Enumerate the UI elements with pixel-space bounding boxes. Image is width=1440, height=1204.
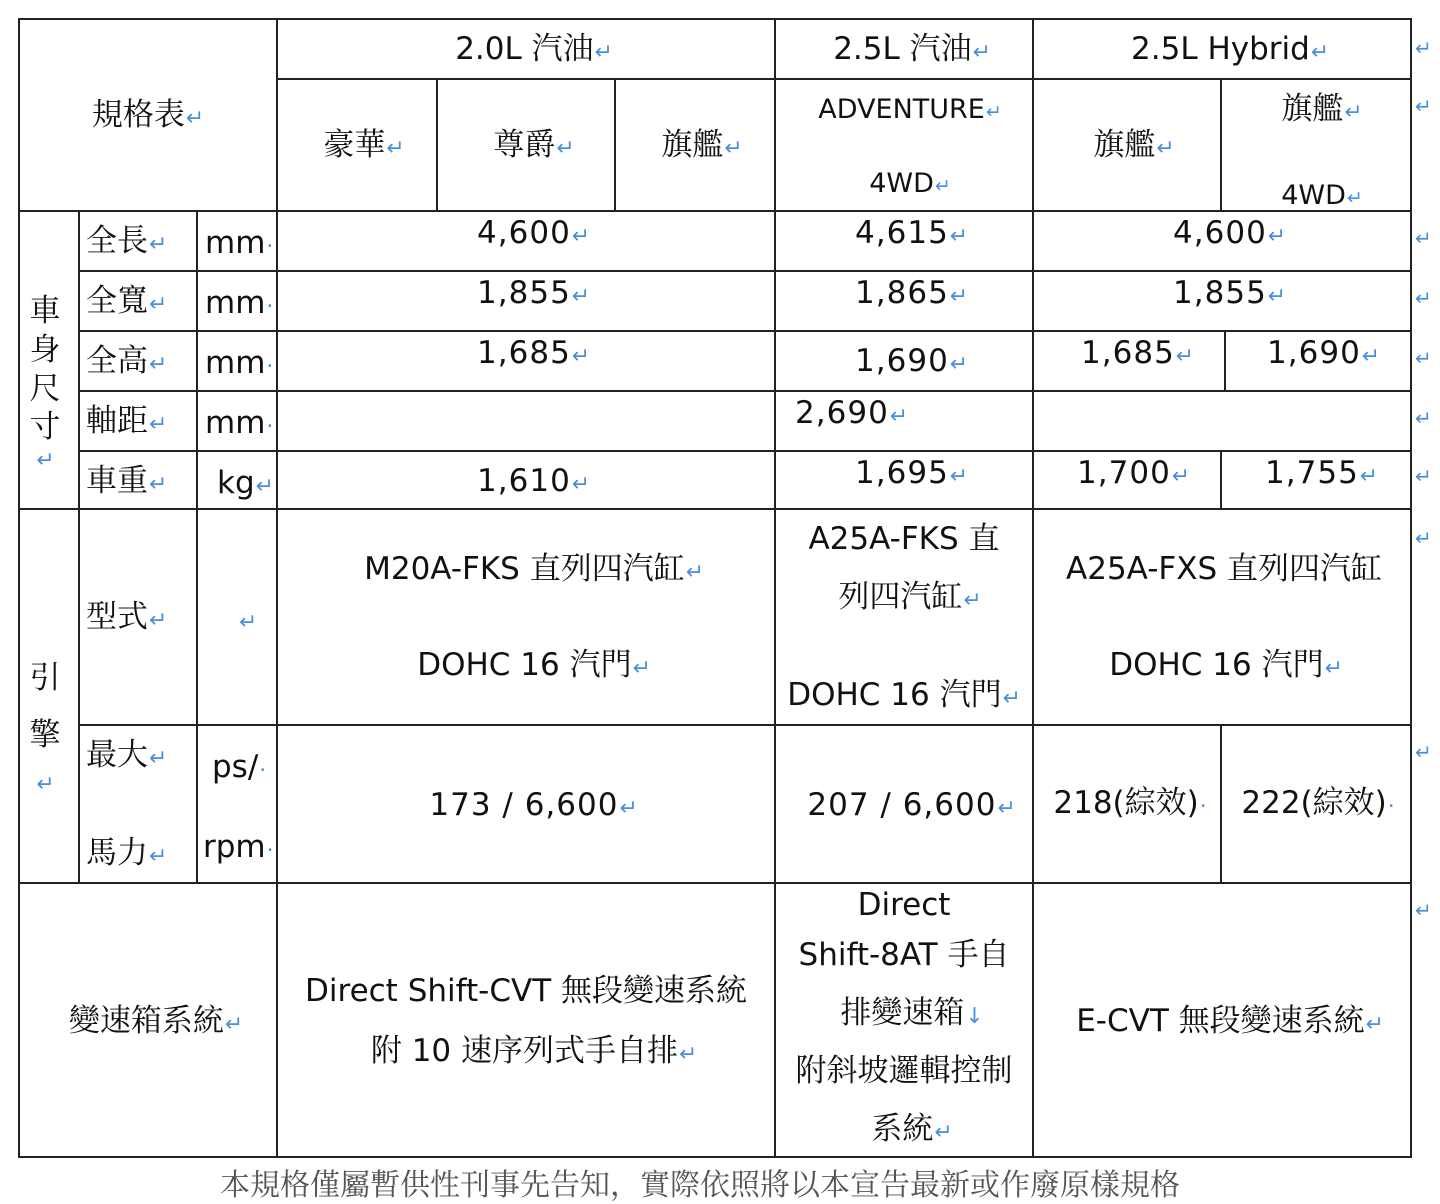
length-hybrid: 4,600↵ [1173, 215, 1287, 251]
rule [78, 210, 80, 884]
rule [18, 18, 20, 1158]
engine-2-0-model: M20A-FKS 直列四汽缸↵ [364, 551, 704, 587]
width-2-0: 1,855↵ [477, 275, 591, 311]
vertical-glyph: 引 [29, 660, 61, 696]
rule [18, 882, 1412, 884]
wheelbase-all: 2,690↵ [795, 395, 909, 431]
corner-label: 規格表↵ [91, 97, 205, 133]
weight-hybrid-flagship: 1,700↵ [1077, 455, 1191, 491]
height-hybrid-flagship-4wd: 1,690↵ [1267, 335, 1381, 371]
rule [1224, 330, 1226, 392]
row-label-weight: 車重↵ [86, 463, 168, 499]
height-hybrid-flagship: 1,685↵ [1081, 335, 1195, 371]
rule [196, 210, 198, 884]
vertical-glyph: 寸 [29, 409, 61, 446]
transmission-hybrid: E-CVT 無段變速系統↵ [1076, 1003, 1384, 1039]
length-2-0: 4,600↵ [477, 215, 591, 251]
row-label-transmission: 變速箱系統↵ [68, 1003, 244, 1039]
vertical-glyph: 尺 [29, 370, 61, 407]
rule [1220, 724, 1222, 884]
unit-length: mm· [205, 225, 274, 261]
paragraph-mark: ↵ [1415, 286, 1432, 310]
trim-premium: 尊爵↵ [493, 127, 575, 163]
rule [78, 724, 1412, 726]
engine-2-0-valves: DOHC 16 汽門↵ [417, 647, 651, 683]
unit-weight: kg↵ [217, 465, 274, 501]
rule [78, 330, 1412, 332]
engine-hybrid-model: A25A-FXS 直列四汽缸 [1066, 551, 1382, 587]
transmission-2-5-l4: 附斜坡邏輯控制 [795, 1053, 1013, 1089]
trim-adventure: ADVENTURE↵ [818, 94, 1002, 125]
row-label-engine-type: 型式↵ [86, 599, 168, 635]
trim-hybrid-flagship-4wd: 旗艦↵ [1281, 91, 1363, 127]
rule [1220, 78, 1222, 212]
vertical-glyph: 車 [29, 293, 61, 329]
paragraph-mark: ↵ [1415, 94, 1432, 118]
power-hybrid-flagship: 218(綜效)· [1053, 785, 1207, 821]
rule [1220, 450, 1222, 510]
row-label-height: 全高↵ [86, 343, 168, 379]
rule [774, 18, 776, 1158]
engine-2-5-model-cont: 列四汽缸↵ [838, 579, 982, 615]
row-label-length: 全長↵ [86, 223, 168, 259]
rule [1410, 18, 1412, 1158]
rule [78, 390, 1412, 392]
paragraph-mark: ↵ [1415, 740, 1432, 764]
engine-2-5-valves: DOHC 16 汽門↵ [787, 677, 1021, 713]
rule [1032, 18, 1034, 1158]
paragraph-mark: ↵ [1415, 898, 1432, 922]
weight-hybrid-flagship-4wd: 1,755↵ [1265, 455, 1379, 491]
power-2-0: 173 / 6,600↵ [429, 787, 639, 823]
engine-hybrid-valves: DOHC 16 汽門↵ [1109, 647, 1343, 683]
unit-engine-type: ↵ [239, 610, 258, 635]
transmission-2-5-l5: 系統↵ [871, 1111, 953, 1147]
row-label-power-cont: 馬力↵ [86, 835, 168, 871]
rule [18, 1156, 1412, 1158]
width-hybrid: 1,855↵ [1173, 275, 1287, 311]
paragraph-mark: ↵ [1415, 346, 1432, 370]
row-label-wheelbase: 軸距↵ [86, 403, 168, 439]
group-header-2-0-petrol: 2.0L 汽油↵ [455, 31, 613, 67]
unit-power: ps/· [212, 749, 267, 785]
power-2-5: 207 / 6,600↵ [807, 787, 1017, 823]
paragraph-mark: ↵ [1415, 406, 1432, 430]
paragraph-mark: ↵ [1415, 464, 1432, 488]
transmission-2-0-cont: 附 10 速序列式手自排↵ [370, 1033, 698, 1069]
trim-flagship: 旗艦↵ [661, 127, 743, 163]
trim-adventure-4wd: 4WD↵ [869, 168, 951, 199]
vertical-glyph: 擎 [29, 717, 61, 754]
width-2-5: 1,865↵ [855, 275, 969, 311]
engine-2-5-model: A25A-FKS 直 [808, 521, 1000, 557]
rule [78, 450, 1412, 452]
rule [18, 18, 1412, 20]
group-header-2-5-petrol: 2.5L 汽油↵ [833, 31, 991, 67]
unit-width: mm· [205, 285, 274, 321]
unit-wheelbase: mm· [205, 405, 274, 441]
weight-2-5: 1,695↵ [855, 455, 969, 491]
height-2-0: 1,685↵ [477, 335, 591, 371]
transmission-2-5-l2: Shift-8AT 手自 [798, 937, 1010, 973]
transmission-2-5-l1: Direct [857, 887, 951, 923]
unit-power-rpm: rpm· [203, 829, 274, 865]
height-2-5: 1,690↵ [855, 343, 969, 379]
trim-hybrid-flagship: 旗艦↵ [1093, 127, 1175, 163]
unit-height: mm· [205, 345, 274, 381]
section-engine: 引 擎 ↵ [28, 650, 62, 805]
row-label-power: 最大↵ [86, 737, 168, 773]
rule [276, 78, 1412, 80]
paragraph-mark: ↵ [1415, 226, 1432, 250]
group-header-2-5-hybrid: 2.5L Hybrid↵ [1131, 31, 1329, 67]
paragraph-mark: ↵ [1415, 36, 1432, 60]
rule [18, 508, 1412, 510]
rule [276, 18, 278, 1158]
weight-2-0: 1,610↵ [477, 463, 591, 499]
rule [18, 210, 1412, 212]
rule [436, 78, 438, 212]
section-body-dimensions: 車 身 尺 寸 ↵ [29, 293, 61, 473]
rule [614, 78, 616, 212]
length-2-5: 4,615↵ [855, 215, 969, 251]
transmission-2-0: Direct Shift-CVT 無段變速系統 [305, 973, 747, 1009]
vertical-glyph: 身 [29, 331, 61, 368]
trim-hybrid-flagship-4wd-suffix: 4WD↵ [1281, 180, 1363, 211]
trim-luxury: 豪華↵ [323, 127, 405, 163]
paragraph-mark: ↵ [1415, 526, 1432, 550]
footnote: 本規格僅屬暫供性刊事先告知，實際依照將以本宣告最新或作廢原樣規格 [220, 1168, 1180, 1203]
rule [78, 270, 1412, 272]
row-label-width: 全寬↵ [86, 283, 168, 319]
transmission-2-5-l3: 排變速箱↓ [840, 995, 984, 1031]
power-hybrid-flagship-4wd: 222(綜效)· [1241, 785, 1395, 821]
